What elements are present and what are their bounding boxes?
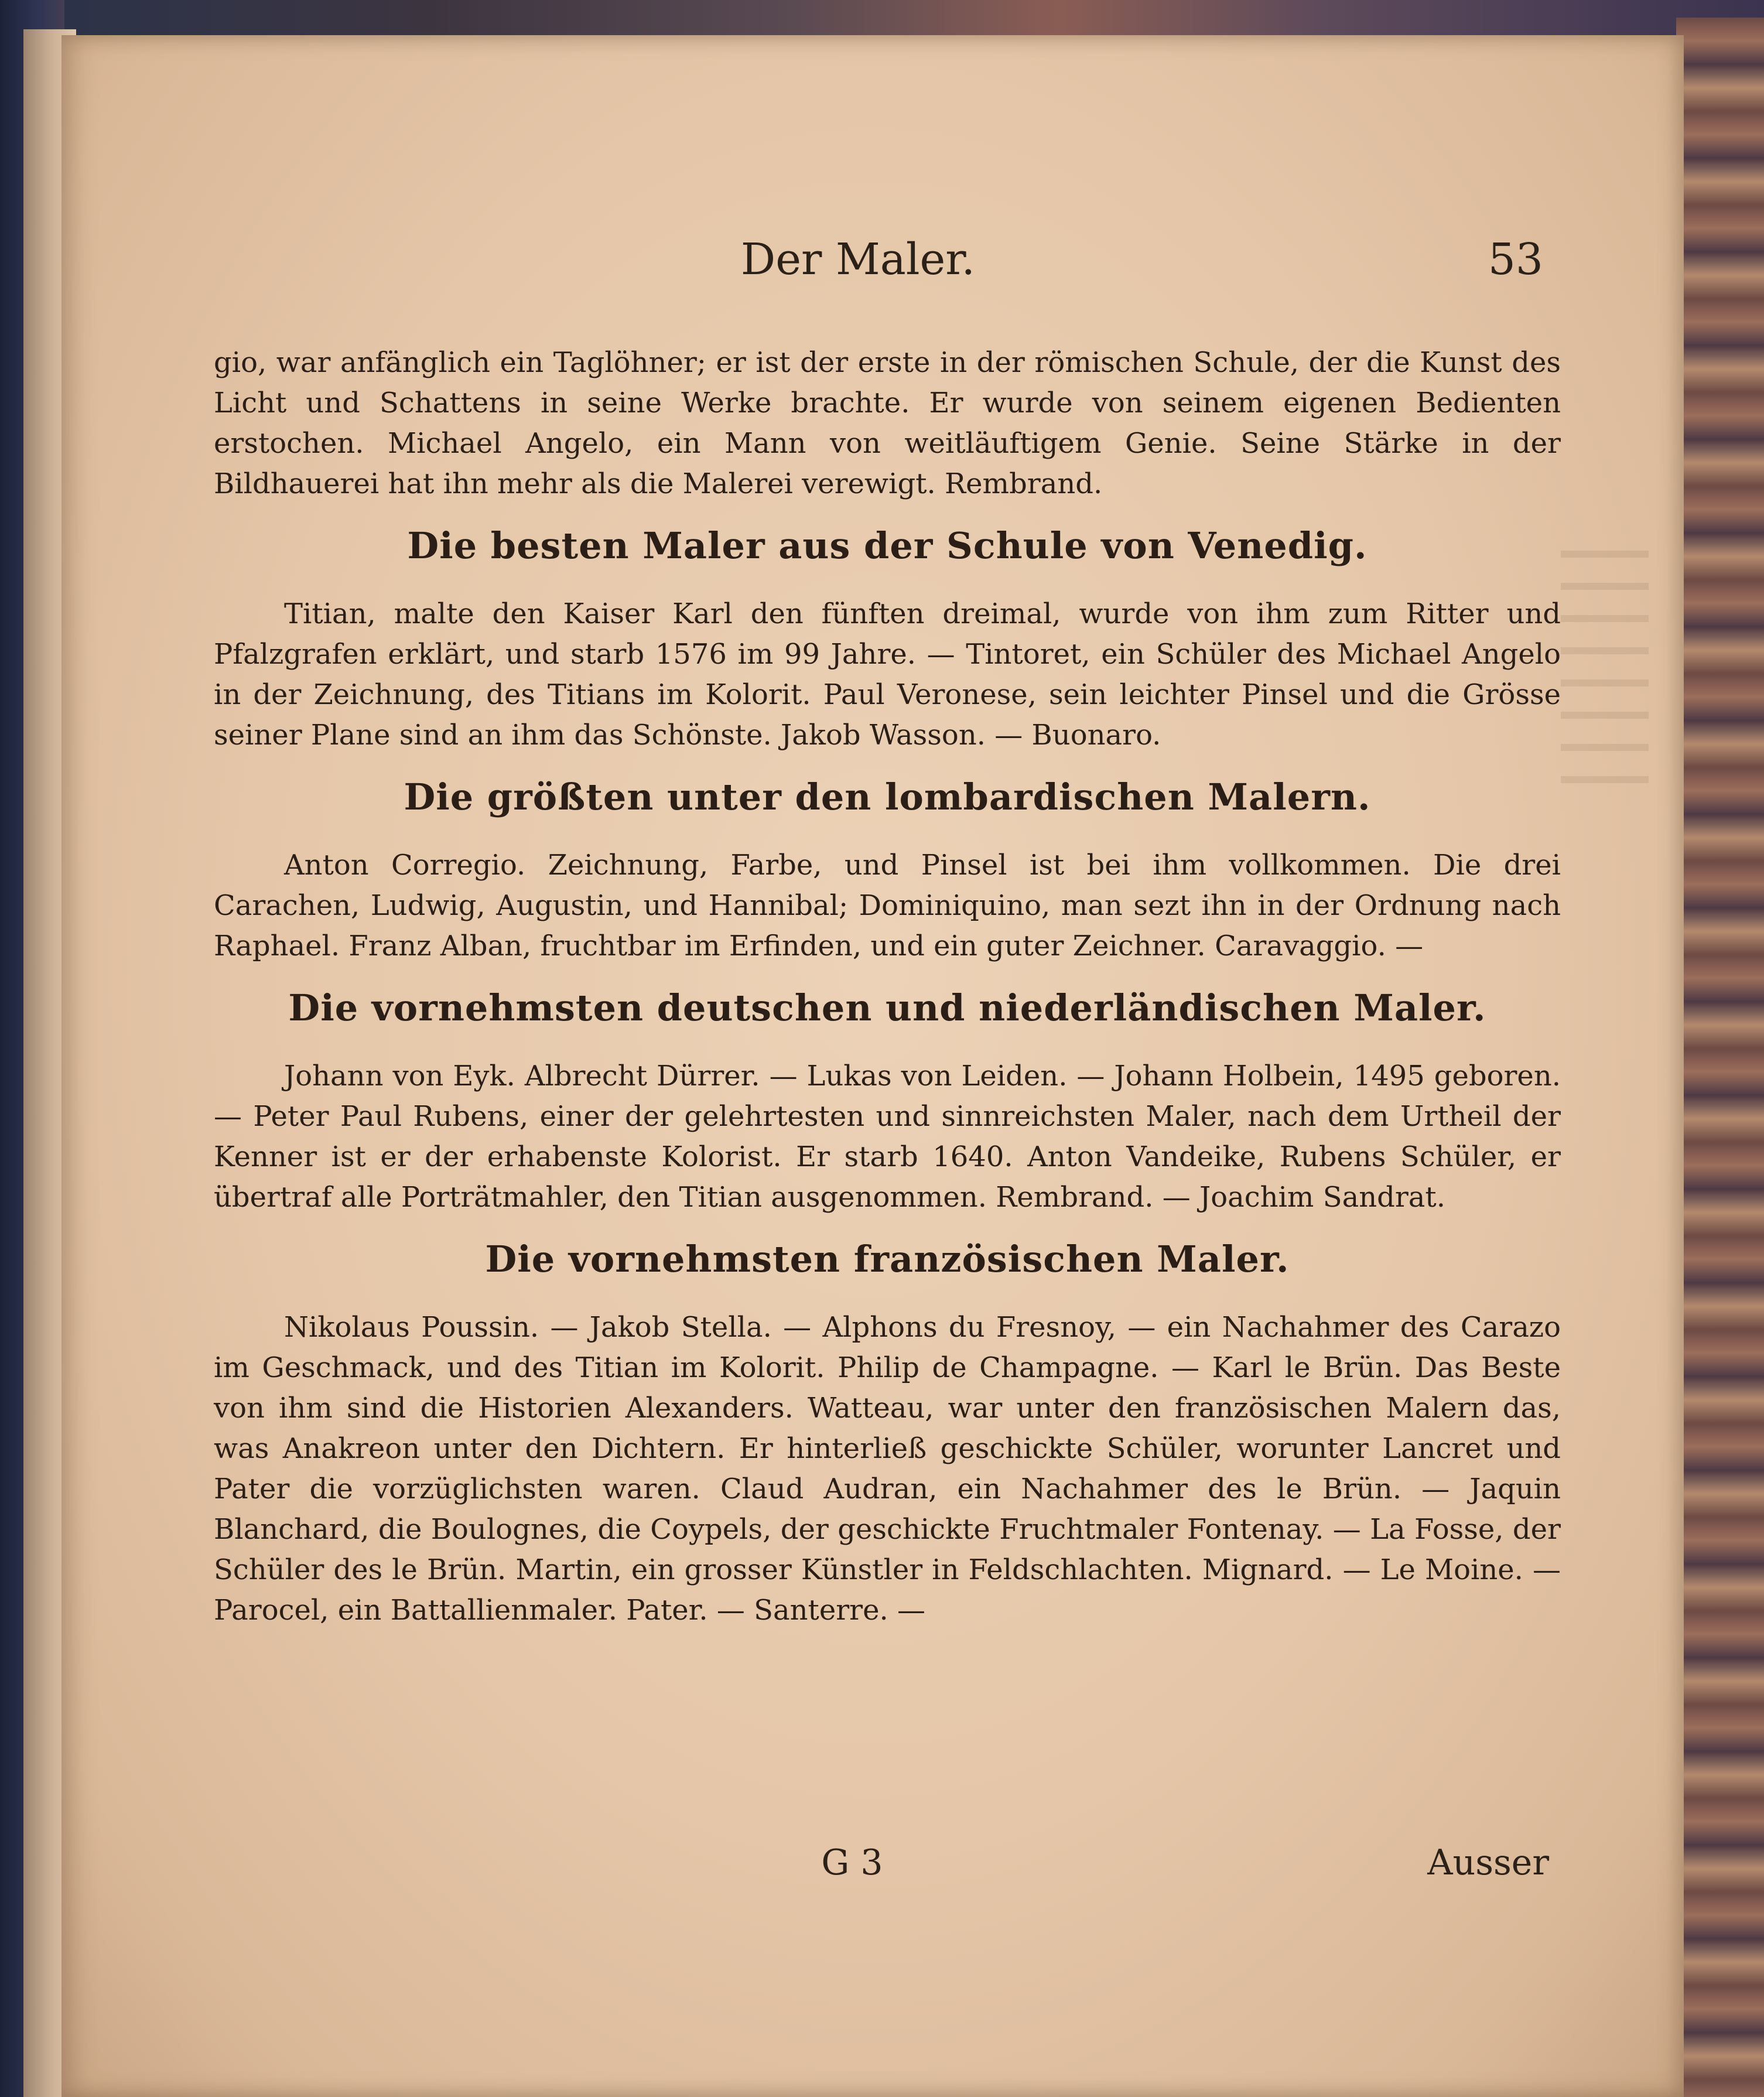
book-page	[61, 35, 1684, 2097]
paragraph-roman-school: gio, war anfänglich ein Taglöhner; er ist der erste in der römischen Schule, der die Kunst des Licht und Schattens in seine Werke brachte. Er wurde von seinem eigenen Bedienten erstochen. Michael Angelo, ein Mann von weitläuftigem Genie. Seine Stärke in der Bildhauerei hat ihn mehr als die Malerei verewigt. Rembrand.	[214, 346, 1561, 500]
page-header	[61, 234, 1684, 305]
page-edges	[1676, 18, 1764, 2097]
heading-german-dutch: Die vornehmsten deutschen und niederländischen Maler.	[288, 986, 1486, 1029]
show-through	[1561, 551, 1649, 797]
heading-french: Die vornehmsten französischen Maler.	[485, 1238, 1290, 1280]
running-head: Der Maler.	[740, 234, 976, 285]
heading-venice: Die besten Maler aus der Schule von Venedig.	[407, 524, 1368, 567]
signature-mark: G 3	[821, 1842, 883, 1883]
paragraph-venice: Titian, malte den Kaiser Karl den fünften dreimal, wurde von ihm zum Ritter und Pfalzgrafen erklärt, und starb 1576 im 99 Jahre. — Tintoret, ein Schüler des Michael Angelo in der Zeichnung, des Titians im Kolorit. Paul Veronese, sein leichter Pinsel und die Grösse seiner Plane sind an ihm das Schönste. Jakob Wasson. — Buonaro.	[214, 597, 1561, 752]
heading-lombard: Die größten unter den lombardischen Malern.	[404, 776, 1371, 818]
page-footer	[61, 1842, 1684, 1895]
paragraph-german-dutch: Johann von Eyk. Albrecht Dürrer. — Lukas von Leiden. — Johann Holbein, 1495 geboren. — Peter Paul Rubens, einer der gelehrtesten und sinnreichsten Maler, nach dem Urtheil der Kenner ist er der erhabenste Kolorist. Er starb 1640. Anton Vandeike, Rubens Schüler, er übertraf alle Porträtmahler, den Titian ausgenommen. Rembrand. — Joachim Sandrat.	[214, 1060, 1561, 1214]
page-number: 53	[1488, 234, 1543, 285]
paragraph-lombard: Anton Corregio. Zeichnung, Farbe, und Pinsel ist bei ihm vollkommen. Die drei Carachen, Ludwig, Augustin, und Hannibal; Dominiquino, man sezt ihn in der Ordnung nach Raphael. Franz Alban, fruchtbar im Erfinden, und ein guter Zeichner. Caravaggio. —	[214, 849, 1561, 962]
catchword: Ausser	[1427, 1842, 1549, 1883]
page-body	[214, 343, 1561, 1642]
paragraph-french: Nikolaus Poussin. — Jakob Stella. — Alphons du Fresnoy, — ein Nachahmer des Carazo im Geschmack, und des Titian im Kolorit. Philip de Champagne. — Karl le Brün. Das Beste von ihm sind die Historien Alexanders. Watteau, war unter den französischen Malern das, was Anakreon unter den Dichtern. Er hinterließ geschickte Schüler, worunter Lancret und Pater die vorzüglichsten waren. Claud Audran, ein Nachahmer des le Brün. — Jaquin Blanchard, die Boulognes, die Coypels, der geschickte Fruchtmaler Fontenay. — La Fosse, der Schüler des le Brün. Martin, ein grosser Künstler in Feldschlachten. Mignard. — Le Moine. — Parocel, ein Battallienmaler. Pater. — Santerre. —	[214, 1311, 1561, 1627]
